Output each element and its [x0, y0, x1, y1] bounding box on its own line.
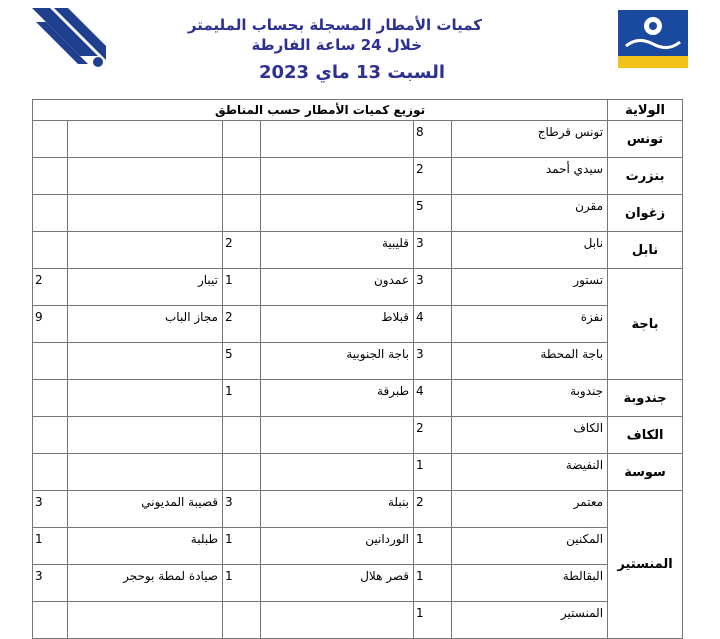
value-3 — [33, 121, 68, 158]
value-1: 3 — [414, 232, 452, 269]
station-1: نفزة — [452, 306, 608, 343]
wilaya-name: تونس — [608, 121, 683, 158]
value-3 — [33, 380, 68, 417]
wilaya-name: بنزرت — [608, 158, 683, 195]
value-2: 5 — [223, 343, 261, 380]
station-2: قصر هلال — [261, 565, 414, 602]
value-1: 3 — [414, 343, 452, 380]
value-3 — [33, 602, 68, 639]
station-2 — [261, 121, 414, 158]
station-2: باجة الجنوبية — [261, 343, 414, 380]
station-2 — [261, 417, 414, 454]
wilaya-name: الكاف — [608, 417, 683, 454]
wilaya-name: زغوان — [608, 195, 683, 232]
value-2 — [223, 454, 261, 491]
report-date: السبت 13 ماي 2023 — [258, 62, 445, 83]
table-row — [33, 232, 683, 269]
table-row — [33, 528, 683, 565]
distribution-header: توزيع كميات الأمطار حسب المناطق — [33, 100, 608, 121]
title-line-2: خلال 24 ساعة الفارطة — [251, 36, 422, 54]
stripes-logo-icon — [28, 8, 106, 68]
table-row — [33, 195, 683, 232]
value-2: 1 — [223, 380, 261, 417]
value-3: 3 — [33, 565, 68, 602]
station-1: تستور — [452, 269, 608, 306]
wilaya-name: المنستير — [608, 491, 683, 639]
table-row — [33, 380, 683, 417]
station-2 — [261, 158, 414, 195]
station-1: تونس قرطاج — [452, 121, 608, 158]
station-3 — [68, 343, 223, 380]
station-2 — [261, 602, 414, 639]
station-1: الكاف — [452, 417, 608, 454]
value-2 — [223, 417, 261, 454]
value-1: 1 — [414, 565, 452, 602]
station-1: المكنين — [452, 528, 608, 565]
value-3 — [33, 454, 68, 491]
value-2: 1 — [223, 565, 261, 602]
value-2: 1 — [223, 269, 261, 306]
value-1: 1 — [414, 602, 452, 639]
title-line-1: كميات الأمطار المسجلة بحساب المليمتر — [187, 16, 482, 34]
table-row — [33, 121, 683, 158]
station-3: صيادة لمطة بوحجر — [68, 565, 223, 602]
value-2: 2 — [223, 306, 261, 343]
wilaya-name: نابل — [608, 232, 683, 269]
value-2: 3 — [223, 491, 261, 528]
value-2 — [223, 121, 261, 158]
wilaya-name: سوسة — [608, 454, 683, 491]
value-3 — [33, 232, 68, 269]
station-3: تيبار — [68, 269, 223, 306]
rainfall-table-body — [33, 100, 683, 639]
value-3: 3 — [33, 491, 68, 528]
table-row — [33, 417, 683, 454]
table-row — [33, 269, 683, 306]
value-1: 1 — [414, 454, 452, 491]
station-3 — [68, 380, 223, 417]
station-3: قصيبة المديوني — [68, 491, 223, 528]
station-1: البقالطة — [452, 565, 608, 602]
station-1: نابل — [452, 232, 608, 269]
station-2: قليبية — [261, 232, 414, 269]
station-2: الوردانين — [261, 528, 414, 565]
station-2: قبلاط — [261, 306, 414, 343]
station-3 — [68, 417, 223, 454]
station-3 — [68, 602, 223, 639]
station-1: جندوبة — [452, 380, 608, 417]
station-2 — [261, 195, 414, 232]
wilaya-name: باجة — [608, 269, 683, 380]
value-2 — [223, 195, 261, 232]
table-row — [33, 565, 683, 602]
station-3 — [68, 121, 223, 158]
value-1: 8 — [414, 121, 452, 158]
value-3: 9 — [33, 306, 68, 343]
value-1: 1 — [414, 528, 452, 565]
wilaya-name: جندوبة — [608, 380, 683, 417]
value-2: 1 — [223, 528, 261, 565]
rainfall-table — [32, 99, 683, 639]
value-1: 4 — [414, 380, 452, 417]
value-1: 5 — [414, 195, 452, 232]
station-1: معتمر — [452, 491, 608, 528]
station-3 — [68, 232, 223, 269]
value-3 — [33, 417, 68, 454]
table-row — [33, 491, 683, 528]
wilaya-header: الولاية — [608, 100, 683, 121]
station-2 — [261, 454, 414, 491]
station-3 — [68, 454, 223, 491]
institute-logo-icon — [618, 10, 688, 68]
table-row — [33, 454, 683, 491]
value-3 — [33, 343, 68, 380]
station-3: طبلبة — [68, 528, 223, 565]
table-row — [33, 343, 683, 380]
station-1: باجة المحطة — [452, 343, 608, 380]
station-3 — [68, 195, 223, 232]
value-1: 2 — [414, 417, 452, 454]
value-2 — [223, 602, 261, 639]
table-row — [33, 602, 683, 639]
document-header — [0, 0, 720, 100]
station-1: المنستير — [452, 602, 608, 639]
value-2 — [223, 158, 261, 195]
value-1: 3 — [414, 269, 452, 306]
station-1: النفيضة — [452, 454, 608, 491]
value-1: 2 — [414, 158, 452, 195]
value-3 — [33, 158, 68, 195]
table-header-row — [33, 100, 683, 121]
station-3 — [68, 158, 223, 195]
station-2: بنبلة — [261, 491, 414, 528]
station-2: طبرقة — [261, 380, 414, 417]
table-row — [33, 306, 683, 343]
station-1: مقرن — [452, 195, 608, 232]
table-row — [33, 158, 683, 195]
value-3: 1 — [33, 528, 68, 565]
value-1: 2 — [414, 491, 452, 528]
value-3: 2 — [33, 269, 68, 306]
value-1: 4 — [414, 306, 452, 343]
station-1: سيدي أحمد — [452, 158, 608, 195]
station-2: عمدون — [261, 269, 414, 306]
value-3 — [33, 195, 68, 232]
value-2: 2 — [223, 232, 261, 269]
station-3: مجاز الباب — [68, 306, 223, 343]
